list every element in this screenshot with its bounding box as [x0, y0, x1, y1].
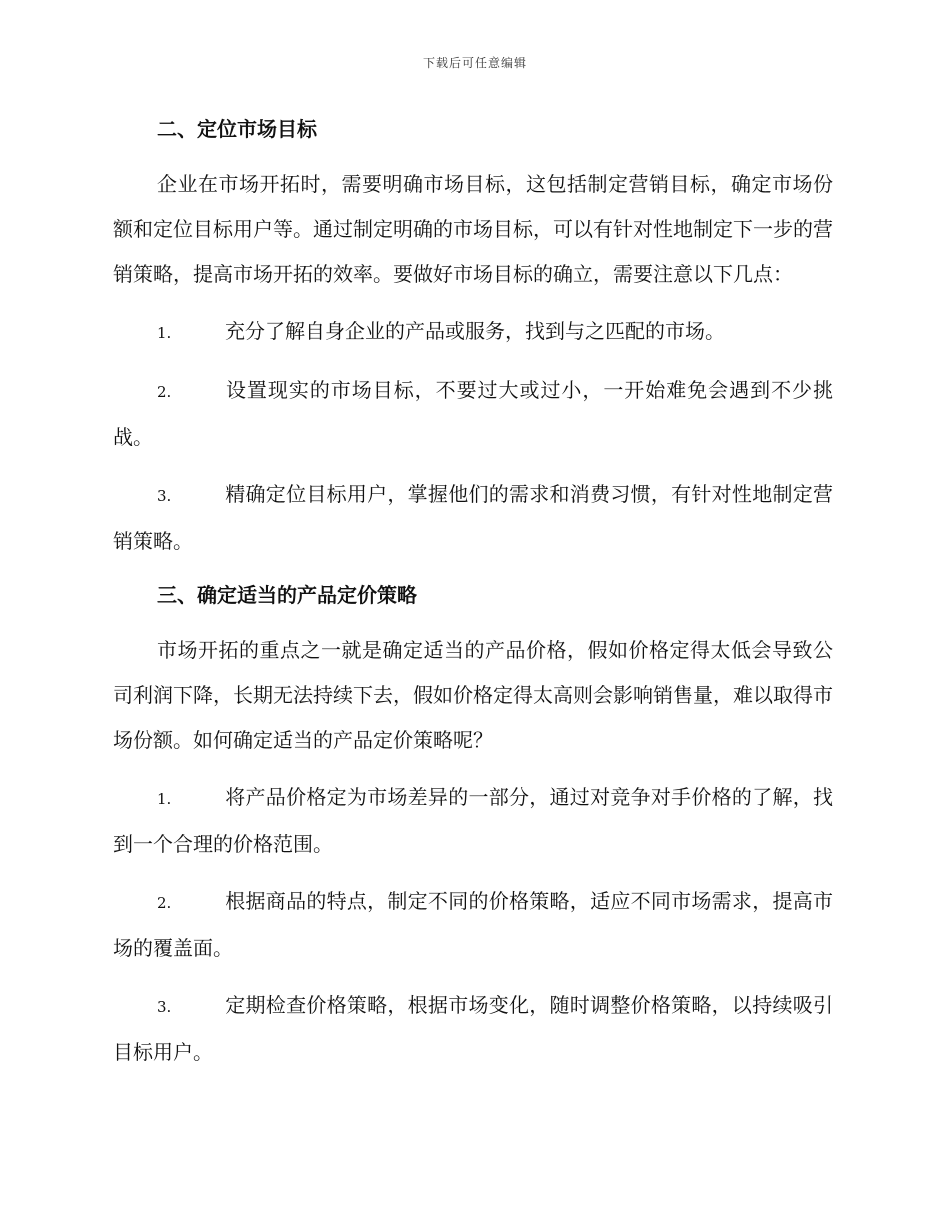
list-number: 3. [157, 998, 172, 1016]
list-item-text: 定期检查价格策略，根据市场变化，随时调整价格策略，以持续吸引目标用户。 [113, 993, 833, 1064]
list-number: 2. [157, 894, 172, 912]
section-paragraph-pricing-strategy: 市场开拓的重点之一就是确定适当的产品价格，假如价格定得太低会导致公司利润下降，长期无法持续下去，假如价格定得太高则会影响销售量，难以取得市场份额。如何确定适当的产品定价策略呢？ [113, 638, 833, 752]
section-paragraph-market-target: 企业在市场开拓时，需要明确市场目标，这包括制定营销目标，确定市场份额和定位目标用户等。通过制定明确的市场目标，可以有针对性地制定下一步的营销策略，提高市场开拓的效率。要做好市场目标的确立，需要注意以下几点： [113, 172, 833, 286]
list-item-text: 设置现实的市场目标，不要过大或过小，一开始难免会遇到不少挑战。 [113, 378, 833, 449]
list-item [113, 309, 833, 356]
list-item [113, 368, 833, 460]
list-number: 1. [157, 790, 172, 808]
list-item [113, 472, 833, 564]
list-item [113, 983, 833, 1075]
list-number: 1. [157, 324, 172, 342]
header-note: 下载后可任意编辑 [422, 56, 527, 70]
document-body [113, 110, 833, 1075]
list-item-text: 根据商品的特点，制定不同的价格策略，适应不同市场需求，提高市场的覆盖面。 [113, 889, 833, 960]
list-item [113, 879, 833, 971]
list-item-text: 充分了解自身企业的产品或服务，找到与之匹配的市场。 [225, 319, 725, 343]
list-item [113, 775, 833, 867]
list-number: 3. [157, 487, 172, 505]
list-item-text: 将产品价格定为市场差异的一部分，通过对竞争对手价格的了解，找到一个合理的价格范围。 [113, 785, 833, 856]
list-number: 2. [157, 383, 172, 401]
section-heading-pricing-strategy: 三、确定适当的产品定价策略 [157, 583, 417, 607]
list-item-text: 精确定位目标用户，掌握他们的需求和消费习惯，有针对性地制定营销策略。 [113, 482, 833, 553]
section-heading-market-target: 二、定位市场目标 [157, 117, 317, 141]
